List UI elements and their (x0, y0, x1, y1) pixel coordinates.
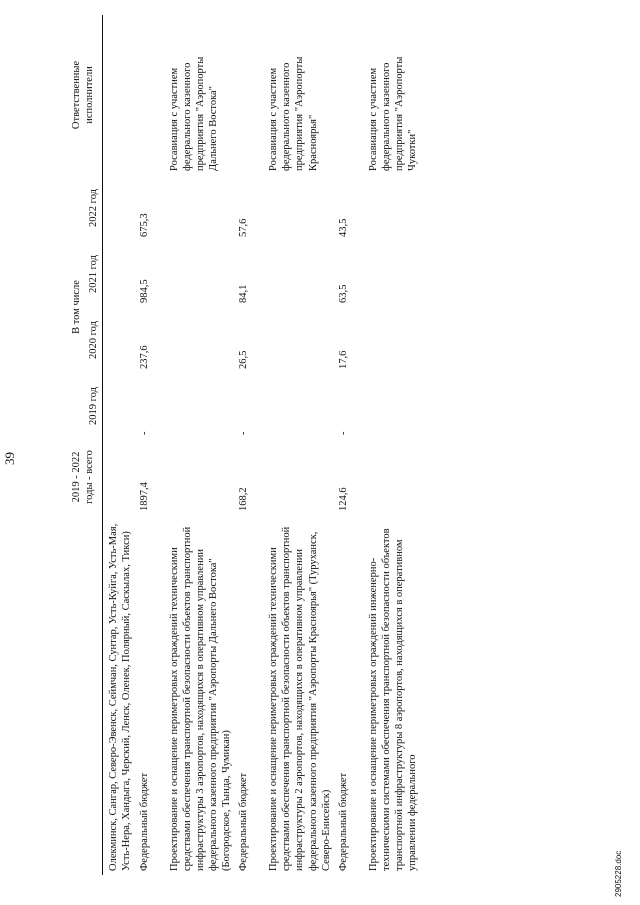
footer-filename: 2905228.doc (614, 850, 623, 897)
table-header-row-1 (68, 15, 85, 875)
table-row (265, 15, 335, 875)
row-description: Проектирование и оснащение периметровых ограждений техническими средствами обеспечения транспортной безопасности объектов транспортной инфраструктуры 3 аэропортов, находящихся в оперативном управлении федерального казенного предприятия "Аэропорты Дальнего Востока" (Богородское, Тында, Чумикан) (168, 526, 232, 871)
total-value: 1897,4 (138, 482, 150, 511)
budget-label: Федеральный бюджет (138, 772, 150, 871)
responsible-executor: Росавиация с участием федерального казенного предприятия "Аэропорты Дальнего Востока" (168, 56, 219, 171)
table-row (365, 15, 422, 875)
header-responsible-line2: исполнители (84, 66, 96, 124)
row-description: Олекминск, Сангар, Северо-Эвенск, Сеймчан, Сунтар, Усть-Куйга, Усть-Мая, Усть-Нера, Хандыга, Черский, Ленск, Оленек, Полярный, Саскылах, Тикси) (108, 523, 133, 871)
header-blank-cell (68, 515, 103, 875)
value-2022: 43,5 (337, 218, 349, 237)
header-year-2019: 2019 год (88, 387, 100, 425)
row-description: Проектирование и оснащение периметровых ограждений техническими средствами обеспечения транспортной безопасности объектов транспортной инфраструктуры 2 аэропортов, находящихся в оперативном управлении федерального казенного предприятия "Аэропорты Красноярья" (Туруханск, Северо-Енисейск) (268, 526, 332, 871)
budget-label: Федеральный бюджет (238, 772, 250, 871)
header-year-2022: 2022 год (88, 189, 100, 227)
total-value: 124,6 (337, 487, 349, 511)
value-2020: 237,6 (138, 345, 150, 369)
table-row (335, 15, 365, 875)
table-row (235, 15, 265, 875)
header-year-2021: 2021 год (88, 255, 100, 293)
value-2019: - (138, 431, 150, 435)
header-responsible-line1: Ответственные (71, 60, 82, 130)
value-2019: - (337, 431, 349, 435)
value-2022: 675,3 (138, 213, 150, 237)
value-2021: 84,1 (238, 284, 250, 303)
value-2020: 17,6 (337, 350, 349, 369)
value-2019: - (238, 431, 250, 435)
program-table (68, 15, 421, 875)
header-total (68, 439, 103, 515)
header-total-line1: 2019 - 2022 (71, 451, 82, 503)
header-year-2020: 2020 год (88, 321, 100, 359)
responsible-executor: Росавиация с участием федерального казенного предприятия "Аэропорты Чукотки" (367, 56, 419, 171)
page-number: 39 (2, 452, 17, 465)
row-description: Проектирование и оснащение периметровых ограждений инженерно-техническими системами обеспечения транспортной безопасности объектов транспортной инфраструктуры 8 аэропортов, находящихся в оперативном управлении федерального (367, 528, 419, 871)
header-including: В том числе (71, 280, 82, 334)
value-2020: 26,5 (238, 350, 250, 369)
total-value: 168,2 (238, 487, 250, 511)
value-2021: 63,5 (337, 284, 349, 303)
value-2021: 984,5 (138, 279, 150, 303)
header-total-line2: годы - всего (84, 450, 96, 504)
header-responsible (68, 15, 103, 175)
value-2022: 57,6 (238, 218, 250, 237)
table-row (105, 15, 135, 875)
table-row (166, 15, 236, 875)
table-row (136, 15, 166, 875)
responsible-executor: Росавиация с участием федерального казенного предприятия "Аэропорты Красноярья" (268, 56, 319, 171)
budget-label: Федеральный бюджет (337, 772, 349, 871)
